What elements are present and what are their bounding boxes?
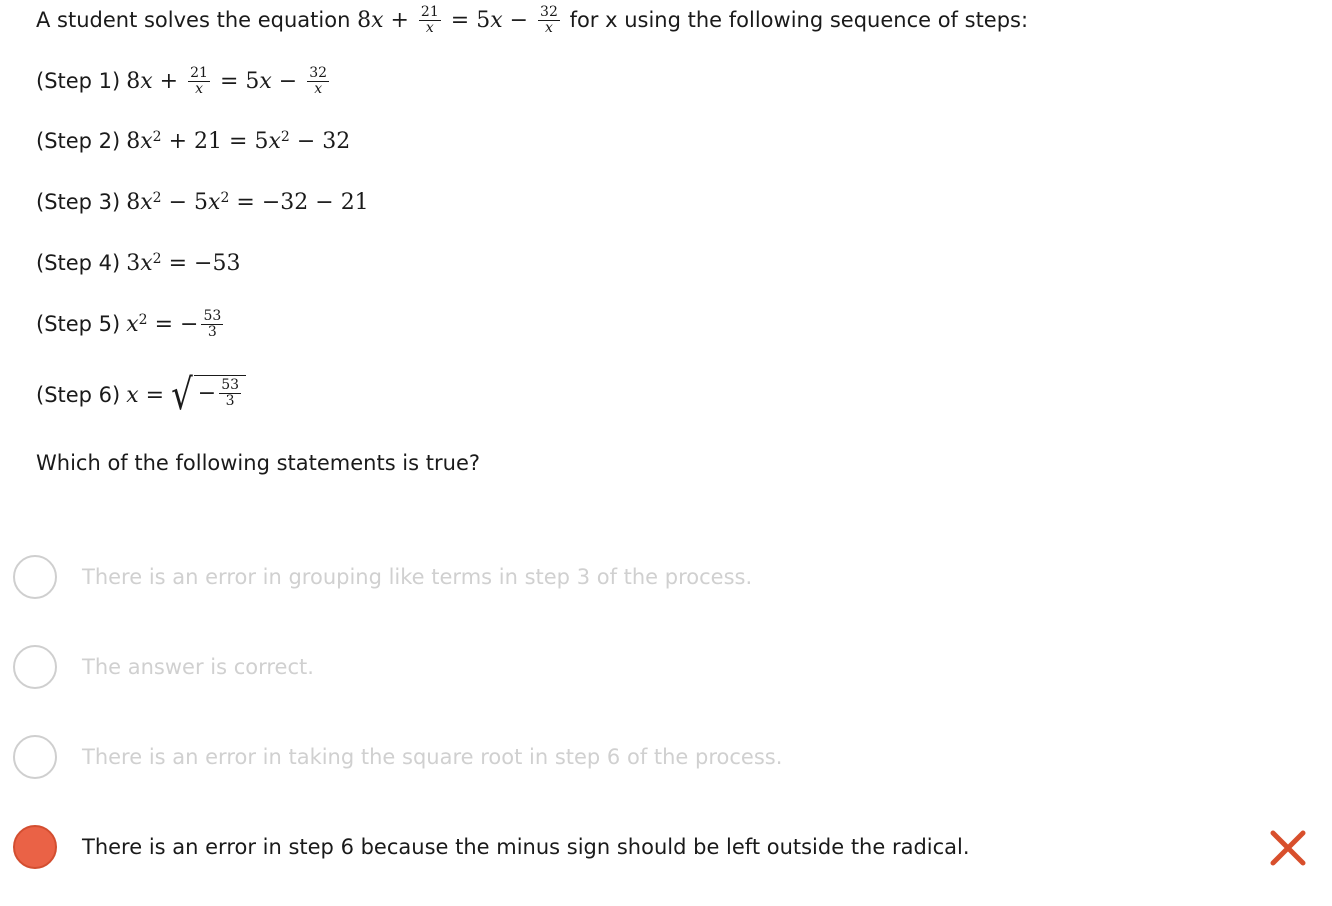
math-number: 8 [357, 7, 372, 33]
math-fraction [219, 378, 241, 408]
math-operator: + [390, 7, 409, 33]
math-number: 32 [322, 128, 351, 154]
math-operator: = [236, 189, 255, 215]
math-fraction [201, 309, 223, 339]
step-2 [36, 121, 350, 161]
radio-button[interactable] [13, 645, 57, 689]
math-number: 21 [194, 128, 223, 154]
question-prompt: Which of the following statements is true? [36, 451, 481, 475]
step-math [126, 251, 240, 276]
math-number: 3 [126, 250, 141, 276]
math-variable: x [268, 128, 281, 154]
math-operator: = [450, 7, 470, 33]
math-variable: x [126, 311, 139, 337]
math-number: 5 [254, 128, 269, 154]
math-number: 5 [245, 68, 260, 94]
math-exponent: 2 [280, 129, 290, 145]
radicand [194, 375, 246, 408]
math-variable: x [126, 382, 139, 408]
math-variable: x [490, 7, 503, 33]
fraction-denominator: 3 [225, 393, 235, 409]
math-operator: = [219, 68, 239, 94]
incorrect-x-icon [1268, 828, 1308, 868]
math-fraction [419, 5, 441, 35]
radio-button[interactable] [13, 735, 57, 779]
option-text: There is an error in grouping like terms in step 3 of the process. [82, 565, 753, 589]
math-operator: + [159, 68, 179, 94]
math-variable: x [371, 7, 384, 33]
step-6 [36, 370, 246, 420]
step-label: (Step 5) [36, 312, 121, 336]
answer-option[interactable] [13, 823, 970, 871]
math-exponent: 2 [220, 190, 230, 206]
math-variable: x [140, 128, 153, 154]
fraction-numerator: 32 [540, 3, 558, 20]
step-label: (Step 1) [36, 69, 121, 93]
step-label: (Step 6) [36, 383, 121, 407]
step-math [126, 190, 368, 215]
math-exponent: 2 [152, 190, 162, 206]
equation [357, 5, 563, 35]
math-operator: = [145, 382, 165, 408]
math-number: 5 [476, 7, 491, 33]
math-variable: x [259, 68, 272, 94]
radical-sign-icon: √ [171, 370, 193, 420]
question-intro [36, 0, 1028, 40]
step-label: (Step 2) [36, 129, 121, 153]
fraction-numerator: 21 [190, 64, 208, 81]
math-variable: x [140, 250, 153, 276]
answer-option[interactable] [13, 643, 314, 691]
math-operator: = [229, 128, 248, 154]
math-variable: x [140, 68, 153, 94]
fraction-denominator: x [195, 80, 203, 97]
math-number: −32 [261, 189, 309, 215]
step-label: (Step 3) [36, 190, 121, 214]
math-operator: − [168, 189, 188, 215]
math-fraction [538, 5, 560, 35]
step-math [126, 309, 226, 339]
fraction-denominator: x [545, 19, 553, 36]
math-exponent: 2 [138, 312, 148, 328]
step-5 [36, 304, 226, 344]
step-1 [36, 61, 332, 101]
math-exponent: 2 [152, 129, 162, 145]
math-number: 8 [126, 68, 141, 94]
answer-option[interactable] [13, 553, 752, 601]
math-variable: x [140, 189, 153, 215]
fraction-numerator: 53 [221, 377, 240, 394]
math-number: − [180, 311, 199, 337]
math-exponent: 2 [152, 251, 162, 267]
fraction-denominator: x [314, 80, 323, 97]
step-math [126, 66, 332, 96]
math-number: 5 [194, 189, 209, 215]
step-math [126, 370, 246, 420]
math-number: − [197, 381, 217, 406]
math-fraction [307, 66, 329, 96]
intro-tail-text: for x using the following sequence of steps: [569, 8, 1029, 32]
math-number: −53 [194, 250, 241, 276]
step-3 [36, 182, 369, 222]
math-variable: x [208, 189, 221, 215]
math-sqrt [171, 370, 246, 420]
step-label: (Step 4) [36, 251, 121, 275]
fraction-denominator: x [425, 19, 434, 36]
option-text: The answer is correct. [82, 655, 314, 679]
radio-button[interactable] [13, 555, 57, 599]
math-operator: = [154, 311, 174, 337]
intro-text: A student solves the equation [36, 8, 351, 32]
math-operator: + [168, 128, 188, 154]
math-operator: = [168, 250, 188, 276]
fraction-denominator: 3 [207, 323, 217, 340]
math-operator: − [315, 189, 334, 215]
math-operator: − [278, 68, 298, 94]
math-number: 8 [126, 189, 141, 215]
fraction-numerator: 32 [309, 64, 328, 81]
option-text: There is an error in taking the square root in step 6 of the process. [82, 745, 783, 769]
math-number: 8 [126, 128, 141, 154]
radio-button[interactable] [13, 825, 57, 869]
math-fraction [188, 66, 210, 96]
math-operator: − [509, 7, 529, 33]
answer-option[interactable] [13, 733, 782, 781]
math-operator: − [296, 128, 316, 154]
step-4 [36, 243, 240, 283]
fraction-numerator: 21 [420, 3, 439, 20]
fraction-numerator: 53 [203, 307, 222, 324]
math-number: 21 [340, 189, 369, 215]
option-text: There is an error in step 6 because the minus sign should be left outside the radical. [82, 835, 970, 859]
step-math [126, 129, 350, 154]
